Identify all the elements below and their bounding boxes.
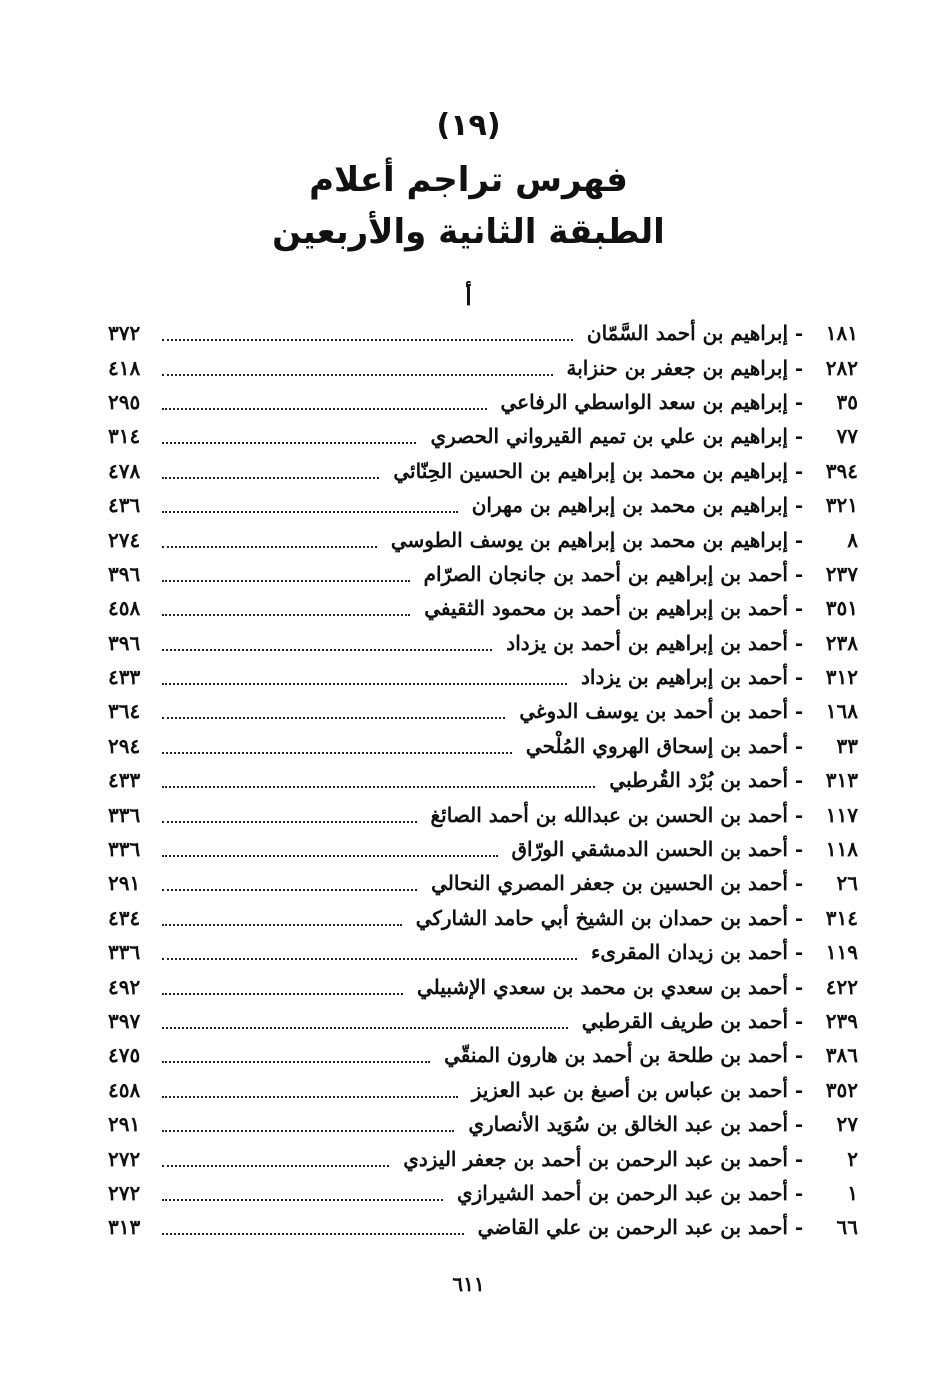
- index-entry: [108, 522, 858, 556]
- entry-name: أحمد بن طلحة بن أحمد بن هارون المنقّي: [444, 1043, 788, 1068]
- entry-number: ٣٩٤: [825, 458, 858, 483]
- entry-dash: -: [794, 1180, 804, 1205]
- dot-leader: [162, 855, 498, 857]
- dot-leader: [162, 1199, 443, 1201]
- entry-number: ٢: [847, 1146, 858, 1171]
- index-title: فهرس تراجم أعلام: [309, 160, 628, 200]
- entry-dash: -: [794, 389, 804, 414]
- section-number: (١٩): [436, 108, 501, 143]
- index-entry: [108, 316, 858, 350]
- entry-name: أحمد بن إسحاق الهروي المُلْحي: [525, 733, 788, 758]
- index-entry: [108, 729, 858, 763]
- entry-page-number: ٢٩٤: [108, 733, 141, 758]
- entry-dash: -: [794, 871, 804, 896]
- entry-page-number: ٣٧٢: [108, 321, 141, 346]
- entry-dash: -: [794, 1043, 804, 1068]
- entry-number: ٢٣٨: [825, 630, 858, 655]
- entry-dash: -: [794, 527, 804, 552]
- entry-number: ٢٧: [836, 1112, 858, 1137]
- entry-name: إبراهيم بن جعفر بن حنزابة: [566, 355, 788, 380]
- index-entry: [108, 1176, 858, 1210]
- dot-leader: [162, 1130, 454, 1132]
- entry-dash: -: [794, 596, 804, 621]
- entry-page-number: ٣٦٤: [108, 699, 141, 724]
- entry-dash: -: [794, 974, 804, 999]
- index-entry: [108, 694, 858, 728]
- entry-dash: -: [794, 493, 804, 518]
- entry-page-number: ٤٩٢: [108, 974, 141, 999]
- index-entry: [108, 1038, 858, 1072]
- entry-number: ٣٥٢: [825, 1077, 858, 1102]
- entry-name: أحمد بن حمدان بن الشيخ أبي حامد الشاركي: [415, 905, 788, 930]
- entry-page-number: ٢٧٢: [108, 1146, 141, 1171]
- entry-page-number: ٤٣٣: [108, 665, 141, 690]
- entry-page-number: ٣٣٦: [108, 802, 141, 827]
- dot-leader: [162, 1061, 430, 1063]
- dot-leader: [162, 958, 577, 960]
- entry-number: ٣١٢: [825, 665, 858, 690]
- entry-page-number: ٣٣٦: [108, 837, 141, 862]
- entry-name: أحمد بن عبد الرحمن بن علي القاضي: [477, 1215, 788, 1240]
- dot-leader: [162, 993, 403, 995]
- entry-name: أحمد بن أحمد بن يوسف الدوغي: [519, 699, 788, 724]
- index-entry: [108, 591, 858, 625]
- entry-number: ١٨١: [825, 321, 858, 346]
- entry-name: إبراهيم بن أحمد السَّمّان: [586, 321, 788, 346]
- entry-number: ٤٢٢: [825, 974, 858, 999]
- entry-dash: -: [794, 665, 804, 690]
- entry-number: ٢٣٧: [825, 561, 858, 586]
- entry-number: ٢٦: [836, 871, 858, 896]
- index-entry: [108, 1141, 858, 1175]
- dot-leader: [162, 442, 416, 444]
- entry-dash: -: [794, 699, 804, 724]
- entry-dash: -: [794, 321, 804, 346]
- entry-page-number: ٣١٣: [108, 1215, 141, 1240]
- dot-leader: [162, 821, 417, 823]
- index-entry: [108, 832, 858, 866]
- entry-page-number: ٤١٨: [108, 355, 141, 380]
- entry-name: أحمد بن عبد الرحمن بن أحمد بن جعفر اليزدي: [403, 1146, 788, 1171]
- entry-page-number: ٣٩٦: [108, 630, 141, 655]
- index-entry: [108, 763, 858, 797]
- entry-page-number: ٤٣٦: [108, 493, 141, 518]
- dot-leader: [162, 1165, 389, 1167]
- entry-page-number: ٣١٤: [108, 424, 141, 449]
- entry-name: أحمد بن الحسن الدمشقي الورّاق: [511, 837, 788, 862]
- entry-page-number: ٢٩١: [108, 1112, 141, 1137]
- entry-name: أحمد بن عباس بن أصبغ بن عبد العزيز: [471, 1077, 788, 1102]
- entry-number: ٣١٣: [825, 768, 858, 793]
- dot-leader: [162, 580, 410, 582]
- index-subtitle: الطبقة الثانية والأربعين: [272, 212, 665, 252]
- index-entry-list: [108, 316, 858, 1245]
- entry-number: ١٦٨: [825, 699, 858, 724]
- index-entry: [108, 454, 858, 488]
- dot-leader: [162, 1027, 568, 1029]
- entry-page-number: ٢٧٢: [108, 1180, 141, 1205]
- entry-dash: -: [794, 355, 804, 380]
- index-entry: [108, 660, 858, 694]
- entry-number: ١١٩: [825, 940, 858, 965]
- entry-name: أحمد بن زيدان المقرىء: [590, 940, 788, 965]
- entry-dash: -: [794, 1009, 804, 1033]
- entry-dash: -: [794, 561, 804, 586]
- entry-name: إبراهيم بن محمد بن إبراهيم بن الحسين الحِنّائي: [393, 458, 788, 483]
- dot-leader: [162, 683, 567, 685]
- entry-name: إبراهيم بن محمد بن إبراهيم بن مهران: [471, 493, 788, 518]
- entry-dash: -: [794, 1146, 804, 1171]
- index-entry: [108, 901, 858, 935]
- dot-leader: [162, 374, 553, 376]
- index-entry: [108, 797, 858, 831]
- entry-name: أحمد بن سعدي بن محمد بن سعدي الإشبيلي: [417, 974, 788, 999]
- entry-dash: -: [794, 424, 804, 449]
- entry-name: أحمد بن عبد الرحمن بن أحمد الشيرازي: [456, 1180, 788, 1205]
- entry-page-number: ٢٩٥: [108, 389, 141, 414]
- entry-number: ١١٨: [825, 837, 858, 862]
- dot-leader: [162, 889, 417, 891]
- entry-name: أحمد بن عبد الخالق بن سُوَيد الأنصاري: [468, 1112, 788, 1137]
- dot-leader: [162, 649, 492, 651]
- entry-dash: -: [794, 940, 804, 965]
- entry-number: ١: [847, 1180, 858, 1205]
- entry-number: ٢٨٢: [825, 355, 858, 380]
- index-entry: [108, 350, 858, 384]
- entry-page-number: ٤٣٤: [108, 905, 141, 930]
- entry-page-number: ٤٧٥: [108, 1043, 141, 1068]
- entry-page-number: ٣٩٧: [108, 1009, 141, 1033]
- entry-page-number: ٢٧٤: [108, 527, 141, 552]
- entry-number: ١١٧: [825, 802, 858, 827]
- entry-number: ٣٨٦: [825, 1043, 858, 1068]
- dot-leader: [162, 924, 402, 926]
- dot-leader: [162, 511, 458, 513]
- entry-name: أحمد بن إبراهيم بن أحمد بن جانجان الصرّام: [423, 561, 788, 586]
- entry-dash: -: [794, 837, 804, 862]
- entry-dash: -: [794, 1112, 804, 1137]
- index-entry: [108, 557, 858, 591]
- dot-leader: [162, 408, 487, 410]
- entry-page-number: ٤٧٨: [108, 458, 141, 483]
- index-entry: [108, 1073, 858, 1107]
- page-number: ٦١١: [452, 1272, 485, 1296]
- entry-name: إبراهيم بن سعد الواسطي الرفاعي: [500, 389, 788, 414]
- dot-leader: [162, 614, 410, 616]
- entry-name: أحمد بن طريف القرطبي: [581, 1009, 788, 1033]
- entry-number: ٧٧: [836, 424, 858, 449]
- entry-number: ٣٥١: [825, 596, 858, 621]
- index-entry: [108, 1004, 858, 1038]
- entry-number: ٦٦: [836, 1215, 858, 1240]
- index-entry: [108, 626, 858, 660]
- dot-leader: [162, 717, 505, 719]
- dot-leader: [162, 477, 379, 479]
- entry-number: ٣٣: [836, 733, 858, 758]
- entry-dash: -: [794, 458, 804, 483]
- entry-name: أحمد بن إبراهيم بن أحمد بن محمود الثقيفي: [424, 596, 788, 621]
- entry-dash: -: [794, 733, 804, 758]
- dot-leader: [162, 1096, 458, 1098]
- entry-name: أحمد بن الحسين بن جعفر المصري النحالي: [431, 871, 788, 896]
- index-entry: [108, 935, 858, 969]
- entry-name: إبراهيم بن علي بن تميم القيرواني الحصري: [430, 424, 788, 449]
- dot-leader: [162, 1233, 464, 1235]
- entry-dash: -: [794, 768, 804, 793]
- alphabet-letter-heading: أ: [465, 282, 472, 311]
- index-entry: [108, 866, 858, 900]
- index-entry: [108, 385, 858, 419]
- entry-dash: -: [794, 630, 804, 655]
- dot-leader: [162, 339, 573, 341]
- entry-number: ٣٢١: [825, 493, 858, 518]
- entry-dash: -: [794, 1077, 804, 1102]
- entry-number: ٣٥: [836, 389, 858, 414]
- dot-leader: [162, 752, 512, 754]
- entry-dash: -: [794, 905, 804, 930]
- entry-page-number: ٤٣٣: [108, 768, 141, 793]
- entry-dash: -: [794, 1215, 804, 1240]
- entry-page-number: ٣٣٦: [108, 940, 141, 965]
- entry-dash: -: [794, 802, 804, 827]
- index-entry: [108, 1107, 858, 1141]
- entry-name: أحمد بن بُرْد القُرطبي: [609, 768, 788, 793]
- index-entry: [108, 488, 858, 522]
- entry-name: أحمد بن الحسن بن عبدالله بن أحمد الصائغ: [430, 802, 788, 827]
- entry-name: إبراهيم بن محمد بن إبراهيم بن يوسف الطوسي: [390, 527, 788, 552]
- entry-name: أحمد بن إبراهيم بن يزداد: [581, 665, 788, 690]
- entry-name: أحمد بن إبراهيم بن أحمد بن يزداد: [506, 630, 788, 655]
- index-entry: [108, 1210, 858, 1244]
- dot-leader: [162, 786, 595, 788]
- entry-page-number: ٣٩٦: [108, 561, 141, 586]
- index-entry: [108, 969, 858, 1003]
- entry-page-number: ٤٥٨: [108, 1077, 141, 1102]
- entry-number: ٢٣٩: [825, 1009, 858, 1033]
- entry-number: ٨: [847, 527, 858, 552]
- dot-leader: [162, 546, 377, 548]
- index-entry: [108, 419, 858, 453]
- entry-number: ٣١٤: [825, 905, 858, 930]
- entry-page-number: ٤٥٨: [108, 596, 141, 621]
- entry-page-number: ٢٩١: [108, 871, 141, 896]
